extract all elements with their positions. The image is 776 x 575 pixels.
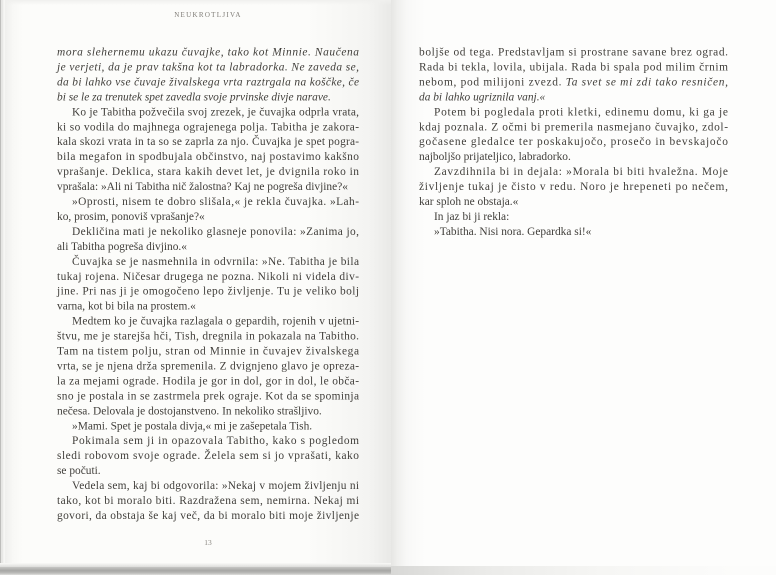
right-page-text bbox=[419, 45, 728, 245]
text-line: nečesa. Delovala je dostojanstveno. In nekoliko strašljivo. bbox=[57, 405, 322, 418]
page-number: 13 bbox=[204, 538, 212, 547]
text-line: je verjeti, da je prav takšna kot ta labradorka. Ne zaveda se, bbox=[57, 61, 359, 74]
left-page-text bbox=[57, 45, 359, 527]
text-line: ki so vodila do majhnega ograjenega polja. Tabitha je zakora- bbox=[57, 121, 359, 134]
text-line: vprašala: »Ali ni Tabitha nič žalostna? Kaj ne pogreša divjine?« bbox=[57, 181, 348, 194]
text-line: »Oprosti, nisem te dobro slišala,« je rekla čuvajka. »Lah- bbox=[72, 196, 359, 208]
book-shadow-right bbox=[391, 566, 776, 575]
text-line: vprašanje. Deklica, stara kakih devet let, je dvignila roko in bbox=[57, 166, 359, 179]
text-line: gočasene gledalce ter poskakujočo, prosečo in bevskajočo bbox=[419, 136, 728, 149]
text-line: varna, kot bi bila na prostem.« bbox=[57, 300, 196, 313]
text-line: nebom, pod milijoni zvezd. Ta svet se mi zdi tako resničen, bbox=[419, 76, 728, 89]
text-line: da bi lahko vse čuvaje živalskega vrta raztrgala na koščke, če bbox=[57, 76, 359, 89]
text-line: tako, kot bi moralo biti. Razdražena sem, nemirna. Nekaj mi bbox=[57, 495, 359, 507]
text-line: bila megafon in spodbujala občinstvo, naj postavimo kakšno bbox=[57, 151, 359, 164]
text-line: bi se le za trenutek spet zavedla svoje prvinske divje narave. bbox=[57, 91, 331, 104]
text-line: sno je postala in se zastrmela prek ograje. Kot da se spominja bbox=[57, 390, 359, 403]
text-line: Vedela sem, kaj bi odgovorila: »Nekaj v mojem življenju ni bbox=[72, 480, 359, 493]
text-line: Potem bi pogledala proti kletki, edinemu domu, ki ga je bbox=[434, 106, 728, 119]
text-line: štvu, me je starejša hči, Tish, dregnila in pokazala na Tabitho. bbox=[57, 330, 359, 343]
text-line: mora slehernemu ukazu čuvajke, tako kot Minnie. Naučena bbox=[57, 46, 359, 59]
text-line: sledi robovom svoje ograde. Želela sem si jo vprašati, kako bbox=[57, 450, 359, 463]
text-line: Tam na tistem polju, stran od Minnie in čuvajev živalskega bbox=[57, 345, 359, 358]
running-header: NEUKROTLJIVA bbox=[174, 11, 242, 19]
text-line: kar sploh ne obstaja.« bbox=[419, 196, 519, 208]
text-line: boljše od tega. Predstavljam si prostrane savane brez ograd. bbox=[419, 46, 728, 59]
left-page bbox=[5, 0, 391, 567]
text-line: da bi lahko ugriznila vanj.« bbox=[419, 91, 546, 104]
text-line: »Tabitha. Nisi nora. Gepardka si!« bbox=[434, 225, 592, 238]
text-line: kala skozi vrata in ta so se zaprla za njo. Čuvajka je spet pogra- bbox=[57, 136, 359, 149]
text-line: ali Tabitha pogreša divjino.« bbox=[57, 240, 187, 253]
text-line: Dekličina mati je nekoliko glasneje ponovila: »Zanima jo, bbox=[72, 225, 359, 238]
text-line: Rada bi tekla, lovila, ubijala. Rada bi spala pod milim črnim bbox=[419, 61, 728, 74]
text-line: Medtem ko je čuvajka razlagala o gepardih, rojenih v ujetni- bbox=[72, 315, 359, 328]
text-line: »Mami. Spet je postala divja,« mi je zašepetala Tish. bbox=[72, 420, 313, 433]
text-line: Zavzdihnila bi in dejala: »Morala bi biti hvaležna. Moje bbox=[434, 166, 728, 179]
text-line: Čuvajka se je nasmehnila in odvrnila: »Ne. Tabitha je bila bbox=[72, 255, 359, 268]
text-line: govori, da obstaja še kaj več, da bi moralo biti moje življenje bbox=[57, 509, 359, 522]
text-line: življenje tukaj je čisto v redu. Noro je hrepeneti po nečem, bbox=[419, 181, 728, 194]
text-line: la za mejami ograde. Hodila je gor in dol, gor in dol, le obča- bbox=[57, 375, 359, 388]
text-line: Ko je Tabitha požvečila svoj zrezek, je čuvajka odprla vrata, bbox=[72, 106, 359, 119]
text-line: vrta, se je njena drža spremenila. Z dvignjeno glavo je opreza- bbox=[57, 360, 359, 373]
text-line: najboljšo prijateljico, labradorko. bbox=[419, 151, 571, 164]
text-line: se počuti. bbox=[57, 465, 101, 478]
text-line: ko, prosim, ponoviš vprašanje?« bbox=[57, 210, 205, 223]
right-page bbox=[391, 0, 776, 575]
text-line: tukaj rojena. Ničesar drugega ne pozna. Nikoli ni videla div- bbox=[57, 270, 359, 283]
book-shadow-left bbox=[0, 567, 391, 575]
text-line: jine. Pri nas ji je omogočeno lepo življenje. Tu je veliko bolj bbox=[57, 285, 359, 298]
text-line: kdaj poznala. Z očmi bi premerila nasmejano čuvajko, zdol- bbox=[419, 121, 728, 134]
text-line: In jaz bi ji rekla: bbox=[434, 210, 510, 223]
text-line: Pokimala sem ji in opazovala Tabitho, kako s pogledom bbox=[72, 435, 359, 448]
